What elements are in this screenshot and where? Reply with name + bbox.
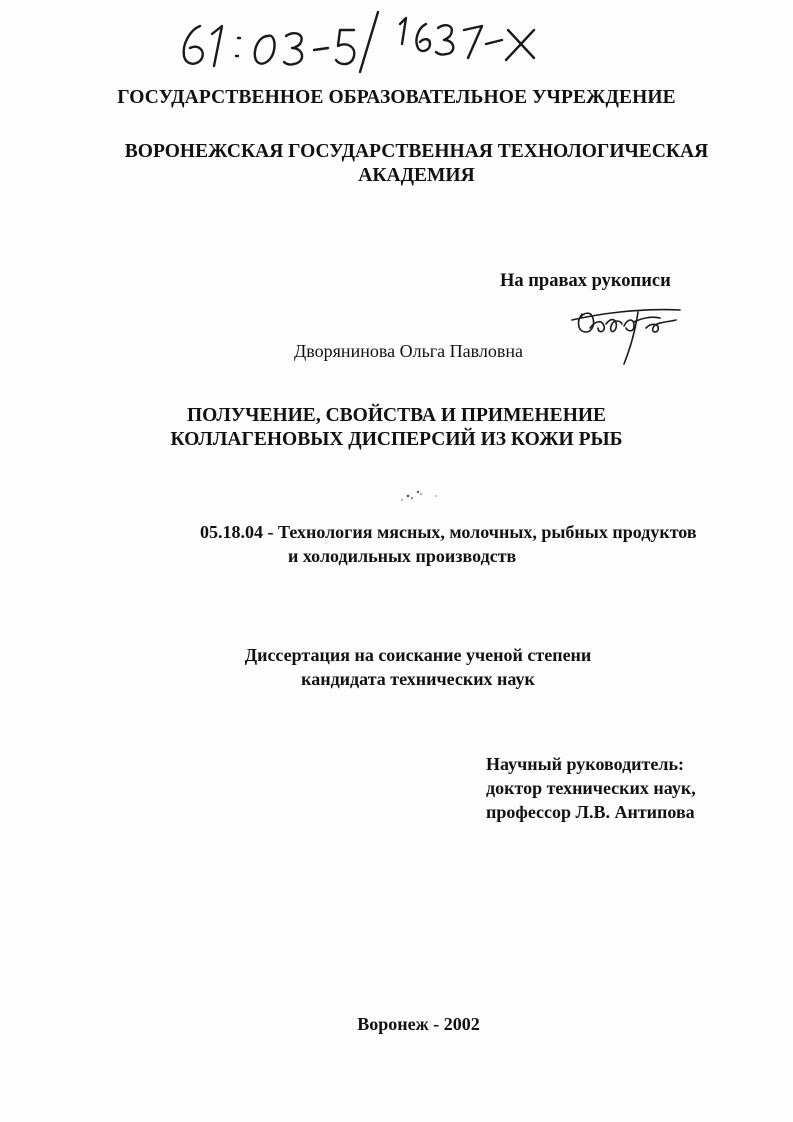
dissertation-title: [0, 404, 793, 452]
institution-type: ГОСУДАРСТВЕННОЕ ОБРАЗОВАТЕЛЬНОЕ УЧРЕЖДЕНИЕ: [117, 87, 676, 108]
advisor-line-2: доктор технических наук,: [486, 778, 696, 798]
scan-specks: [388, 484, 448, 508]
scientific-advisor: [486, 752, 696, 824]
dissertation-title-line-1: ПОЛУЧЕНИЕ, СВОЙСТВА И ПРИМЕНЕНИЕ: [186, 405, 607, 426]
academy-name-line-2: АКАДЕМИЯ: [358, 165, 475, 186]
author-signature: [568, 298, 686, 370]
academy-name-line-1: ВОРОНЕЖСКАЯ ГОСУДАРСТВЕННАЯ ТЕХНОЛОГИЧЕСКАЯ: [124, 141, 709, 162]
handwritten-stamp-image: [168, 4, 578, 74]
specialty-line-1: 05.18.04 - Технология мясных, молочных, рыбных продуктов: [200, 522, 697, 542]
advisor-line-3: профессор Л.В. Антипова: [486, 802, 695, 822]
academy-name: [0, 140, 793, 188]
specialty-line-2: и холодильных производств: [288, 546, 517, 566]
place-and-year: Воронеж - 2002: [357, 1014, 480, 1034]
manuscript-rights-note: На правах рукописи: [500, 271, 671, 291]
dissertation-title-line-2: КОЛЛАГЕНОВЫХ ДИСПЕРСИЙ ИЗ КОЖИ РЫБ: [170, 429, 623, 450]
author-name: Дворянинова Ольга Павловна: [294, 341, 523, 361]
degree-statement: [218, 643, 618, 691]
degree-line-2: кандидата технических наук: [301, 669, 535, 689]
degree-line-1: Диссертация на соискание ученой степени: [244, 645, 592, 665]
handwritten-catalog-stamp: [168, 4, 578, 74]
signature-image: [568, 298, 686, 370]
specialty-code: [200, 520, 790, 568]
scan-specks-image: [388, 484, 448, 508]
advisor-line-1: Научный руководитель:: [486, 754, 684, 774]
